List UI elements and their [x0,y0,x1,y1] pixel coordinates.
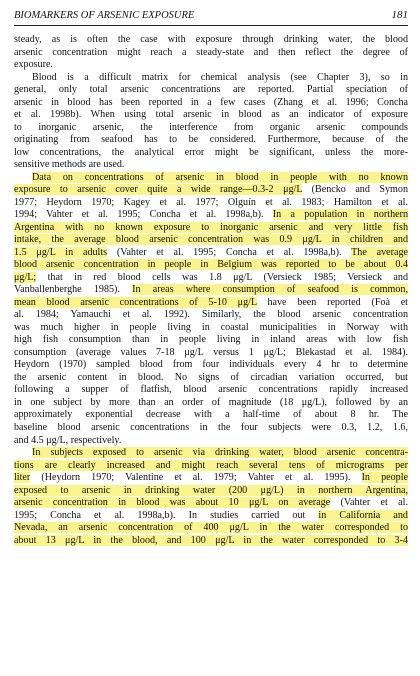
text-line [14,259,408,272]
text-line [14,510,408,523]
text-segment: originating from seafood has to be considered. Furthermore, because of the [14,134,408,146]
text-line [14,397,408,410]
text-line [14,197,408,210]
text-segment: in one subject by more than an order of magnitude (18 μg/L), followed by an [14,396,408,408]
text-segment: exposure. [14,59,53,71]
text-segment: arsenic concentration might reach a steady-state and then reflect the degree of [14,46,408,58]
text-line [14,460,408,473]
text-line [14,122,408,135]
text-segment: al. 1984; Yamauchi et al. 1992). Similarly, the blood arsenic concentration [14,309,408,321]
text-segment: 1994; Vahter et al. 1995; Concha et al. 1998a,b). [14,209,273,221]
text-segment: 1995; Concha et al. 1998a,b). In studies carried out [14,509,319,521]
text-line [14,234,408,247]
text-segment: (Bencko and Symon [302,184,409,196]
highlighted-text: Data on concentrations of arsenic in blood in people with no known [32,171,408,183]
text-line [14,472,408,485]
text-line [14,147,408,160]
text-line [14,409,408,422]
highlighted-text: In people [361,472,408,484]
text-segment: have been reported (Foà et [256,296,408,308]
text-line [14,84,408,97]
text-line [14,309,408,322]
text-segment: Vanballenberghe 1985). [14,284,133,296]
text-line [14,247,408,260]
text-segment: (Heydorn 1970; Valentine et al. 1979; Vahter et al. 1995). [30,472,362,484]
highlighted-text: blood arsenic concentration in people in Belgium was reported to be about 0.4 [14,259,408,271]
text-line [14,34,408,47]
text-segment: Blood is a difficult matrix for chemical analysis (see Chapter 3), so in [32,71,408,83]
text-segment: sensitive methods are used. [14,159,125,171]
text-segment: consumption (average values 7-18 μg/L versus 1 μg/L; Blekastad et al. 1984). [14,346,408,358]
highlighted-text: μg/L; [14,271,37,283]
highlighted-text: In areas where consumption of seafood is common, [132,284,408,296]
text-segment: following a supper of flatfish, blood arsenic concentrations rapidly increased [14,384,408,396]
text-segment: steady, as is often the case with exposure through drinking water, the blood [14,34,408,45]
highlighted-text: Argentina with no known exposure to inorganic arsenic and very little fish [14,221,408,233]
text-segment: (Vahter et al. 1995; Concha et al. 1998a,b). [107,246,352,258]
highlighted-text: exposed to arsenic in drinking water (200 μg/L) in northern Argentina, [14,484,408,496]
text-line [14,497,408,510]
body-text [14,34,408,547]
text-line [14,134,408,147]
text-line [14,297,408,310]
text-line [14,47,408,60]
highlighted-text: tions are clearly increased and might reach several tens of micrograms per [14,459,408,471]
text-line [14,535,408,548]
text-line [14,322,408,335]
text-segment: low concentrations, the analytical error might be significant, unless the more- [14,146,408,158]
text-line [14,222,408,235]
running-header [14,8,408,26]
highlighted-text: in California and [318,509,408,521]
text-line [14,447,408,460]
highlighted-text: 1.5 μg/L in adults [14,246,108,258]
text-line [14,522,408,535]
text-line [14,172,408,185]
highlighted-text: about 13 μg/L in the blood, and 100 μg/L in the water corresponded to 3-4 [14,534,408,546]
text-segment: 1977; Heydorn 1970; Kagey et al. 1977; Olguín et al. 1983; Hamilton et al. [14,196,408,208]
text-segment: approximately exponential decrease with a half-time of about 8 hr. The [14,409,408,421]
text-segment: baseline blood arsenic concentrations in the four subjects were 0.3, 1.2, 1.6, [14,421,408,433]
text-segment: arsenic in blood has been reported in a few cases (Zhang et al. 1996; Concha [14,96,408,108]
highlighted-text: exposure to arsenic cover quite a wide range—0.3-2 μg/L [14,184,303,196]
text-segment: (Vahter et al. [330,497,408,509]
text-line [14,209,408,222]
text-line [14,435,408,448]
text-line [14,485,408,498]
text-line [14,184,408,197]
text-line [14,359,408,372]
page-number: 181 [391,9,408,21]
text-line [14,422,408,435]
text-line [14,72,408,85]
highlighted-text: mean blood arsenic concentrations of 5-10 μg/L [14,296,257,308]
running-title: BIOMARKERS OF ARSENIC EXPOSURE [14,10,195,21]
highlighted-text: arsenic concentration in blood was about 10 μg/L on average [14,497,331,509]
highlighted-text: intake, the average blood arsenic concentration was 0.9 μg/L in children and [14,234,408,246]
text-line [14,272,408,285]
text-segment: general, only total arsenic concentrations are reported. Partial speciation of [14,84,408,96]
text-line [14,59,408,72]
text-line [14,97,408,110]
text-segment: high fish consumption than in people living in inland areas with low fish [14,334,408,346]
highlighted-text: The average [351,246,408,258]
text-line [14,284,408,297]
text-segment: to inorganic arsenic, the interference from organic arsenic compounds [14,121,408,133]
text-line [14,372,408,385]
text-segment: Heydorn (1970) sampled blood from four individuals every 4 hr to determine [14,359,408,371]
highlighted-text: In subjects exposed to arsenic via drinking water, blood arsenic concentra- [32,447,408,459]
text-segment: the arsenic content in blood. No signs of circadian variation occurred, but [14,371,408,383]
text-line [14,109,408,122]
highlighted-text: liter [14,472,31,484]
text-segment: that in red blood cells was 1.8 μg/L (Versieck 1985; Versieck and [36,271,408,283]
text-line [14,384,408,397]
text-line [14,347,408,360]
text-segment: was much higher in people living in coastal municipalities in Norway with [14,321,408,333]
text-segment: and 4.5 μg/L, respectively. [14,434,122,446]
highlighted-text: Nevada, an arsenic concentration of 400 μg/L in the water corresponded to [14,522,408,534]
highlighted-text: In a population in northern [272,209,408,221]
text-line [14,159,408,172]
text-segment: et al. 1998b). When using total arsenic in blood as an indicator of exposure [14,109,408,121]
text-line [14,334,408,347]
